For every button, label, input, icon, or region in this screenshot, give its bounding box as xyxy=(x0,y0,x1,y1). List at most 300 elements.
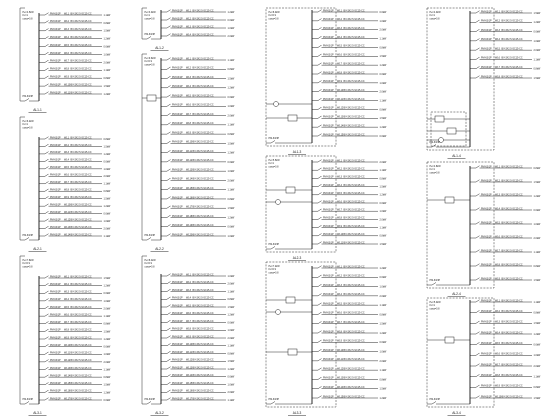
breaker-symbol xyxy=(167,336,171,338)
breaker-label: PM-63/1P xyxy=(172,374,183,378)
breaker-label: PM-63/1P xyxy=(50,188,61,192)
distribution-panel xyxy=(142,8,235,51)
circuit-number: WL4 xyxy=(64,36,69,39)
incoming-breaker-label: PM-63/3P xyxy=(268,398,280,401)
cable-spec: BV-3X2.5-SC15-CC xyxy=(343,395,365,399)
breaker-label: PM-63/1P xyxy=(172,350,183,354)
load-label: 1.0kW xyxy=(103,353,111,357)
breaker-label: PM-63/1P xyxy=(50,203,61,207)
breaker-label: PM-63/1P xyxy=(172,75,183,79)
load-label: 1.2kW xyxy=(379,126,387,130)
load-label: 1.0kW xyxy=(227,234,235,238)
main-breaker-symbol xyxy=(271,141,275,144)
breaker-label: PM-63/1P xyxy=(50,366,61,370)
breaker-symbol xyxy=(318,168,322,170)
main-breaker-symbol xyxy=(25,238,29,241)
breaker-symbol xyxy=(45,196,49,198)
breaker-label: PM-63/1P xyxy=(481,28,492,32)
breaker-symbol xyxy=(167,160,171,162)
breaker-label: PM-63/1P xyxy=(323,358,334,362)
contactor-symbol xyxy=(445,337,454,343)
breaker-label: PM-63/1P xyxy=(323,175,334,179)
cable-spec: BV-3X2.5-SC15-CC xyxy=(343,367,365,371)
load-label: 0.8kW xyxy=(103,190,111,194)
cable-spec: BV-3X2.5-SC15-CC xyxy=(192,57,214,61)
load-label: 0.8kW xyxy=(379,108,387,112)
breaker-symbol xyxy=(45,398,49,400)
breaker-label: PM-63/1P xyxy=(50,173,61,177)
breaker-label: PM-63/1P xyxy=(172,9,183,13)
panel-info: Pe=7.2kW xyxy=(268,265,280,268)
load-label: 0.8kW xyxy=(227,197,235,201)
breaker-label: PM-63/1P xyxy=(50,225,61,229)
cable-spec: BV-3X2.5-SC15-CC xyxy=(343,302,365,306)
load-label: 1.5kW xyxy=(379,387,387,391)
breaker-label: PM-63/1P xyxy=(172,57,183,61)
panel-info: cosφ=0.8 xyxy=(22,265,33,269)
cable-spec: BV-3X2.5-SC15-CC xyxy=(343,27,365,31)
panel-info: Kx=0.9 xyxy=(144,60,153,64)
panel-info: Pe=8.0kW xyxy=(268,11,280,14)
load-label: 1.0kW xyxy=(379,19,387,23)
main-breaker-symbol xyxy=(432,283,436,286)
breaker-label: PM-63/1P xyxy=(323,376,334,380)
circuit-number: WL3 xyxy=(186,75,191,79)
circuit-number: WL2 xyxy=(337,18,342,22)
breaker-label: PM-63/1P xyxy=(323,27,334,31)
breaker-symbol xyxy=(318,54,322,56)
cable-spec: BV-3X2.5-SC15-CC xyxy=(343,386,365,390)
load-label: 1.0kW xyxy=(227,26,235,30)
breaker-symbol xyxy=(167,34,171,36)
panel-info: Pe=9.6kW xyxy=(144,57,156,60)
breaker-label: PM-63/1P xyxy=(172,233,183,237)
load-label: 2.0kW xyxy=(227,179,235,183)
circuit-number: WL18 xyxy=(186,214,193,218)
breaker-symbol xyxy=(45,352,49,354)
circuit-number: WL7 xyxy=(64,181,69,185)
circuit-number: WL1 xyxy=(337,159,342,163)
circuit-number: WL7 xyxy=(495,363,500,367)
breaker-label: PM-63/1P xyxy=(50,233,61,237)
breaker-symbol xyxy=(318,209,322,211)
circuit-number: WL1 xyxy=(64,275,69,279)
breaker-label: PM-63/1P xyxy=(50,351,61,355)
cable-spec: BV-3X2.5-SC15-CC xyxy=(70,313,92,317)
panel-info: Pe=4.5kW xyxy=(22,11,34,14)
circuit-number: WL5 xyxy=(186,304,191,308)
breaker-symbol xyxy=(45,76,49,78)
circuit-number: WL7 xyxy=(64,321,69,325)
load-label: 0.6kW xyxy=(103,160,111,164)
load-label: 0.6kW xyxy=(533,343,541,347)
circuit-number: WL14 xyxy=(64,233,71,237)
contactor-symbol xyxy=(445,197,454,203)
breaker-label: PM-63/1P xyxy=(323,274,334,278)
breaker-label: PM-63/1P xyxy=(481,299,492,303)
breaker-label: PM-63/1P xyxy=(50,136,61,140)
breaker-label: PM-63/1P xyxy=(323,395,334,399)
breaker-label: PM-63/1P xyxy=(50,28,61,32)
breaker-symbol xyxy=(318,98,322,100)
breaker-symbol xyxy=(476,39,480,41)
cable-spec: BV-3X2.5-SC15-CC xyxy=(70,59,92,63)
breaker-label: PM-63/1P xyxy=(323,80,334,84)
breaker-symbol xyxy=(476,342,480,344)
breaker-symbol xyxy=(476,353,480,355)
incoming-breaker-label: PM-63/3P xyxy=(268,137,280,140)
load-label: 1.5kW xyxy=(103,145,111,149)
circuit-number: WL10 xyxy=(337,233,344,237)
load-label: 1.5kW xyxy=(533,322,541,326)
cable-spec: BV-3X2.5-SC15-CC xyxy=(70,210,92,214)
distribution-panel xyxy=(20,8,111,113)
main-breaker-symbol xyxy=(271,247,275,250)
load-label: 1.2kW xyxy=(379,331,387,335)
cable-spec: BV-3X2.5-SC15-CC xyxy=(192,350,214,354)
breaker-symbol xyxy=(476,48,480,50)
cable-spec: BV-3X2.5-SC15-CC xyxy=(192,25,214,29)
breaker-label: PM-63/1P xyxy=(172,381,183,385)
cable-spec: BV-3X2.5-SC15-CC xyxy=(343,89,365,93)
breaker-symbol xyxy=(45,291,49,293)
breaker-label: PM-63/1P xyxy=(50,12,61,16)
circuit-number: WL3 xyxy=(337,27,342,31)
load-label: 2.0kW xyxy=(227,34,235,38)
cable-spec: BV-3X2.5-SC15-CC xyxy=(70,67,92,71)
cable-spec: BV-3X2.5-SC15-CC xyxy=(501,75,523,79)
panel-info: Kx=1 xyxy=(22,14,29,18)
cable-spec: BV-3X2.5-SC15-CC xyxy=(501,249,523,253)
cable-spec: BV-3X2.5-SC15-CC xyxy=(343,293,365,297)
breaker-label: PM-63/1P xyxy=(172,224,183,228)
cable-spec: BV-3X2.5-SC15-CC xyxy=(343,18,365,22)
cable-spec: BV-3X2.5-SC15-CC xyxy=(70,36,92,39)
breaker-symbol xyxy=(476,374,480,376)
cable-spec: BV-3X2.5-SC15-CC xyxy=(192,296,214,300)
breaker-label: PM-63/1P xyxy=(50,67,61,71)
breaker-symbol xyxy=(167,305,171,307)
circuit-number: WL8 xyxy=(337,71,342,75)
load-label: 1.2kW xyxy=(227,151,235,155)
breaker-symbol xyxy=(167,328,171,330)
circuit-number: WL2 xyxy=(186,66,191,70)
circuit-number: WL13 xyxy=(337,376,344,380)
cable-spec: BV-3X2.5-SC15-CC xyxy=(501,384,523,388)
breaker-symbol xyxy=(45,306,49,308)
breaker-label: PM-63/1P xyxy=(172,33,183,37)
load-label: 1.5kW xyxy=(227,305,235,309)
breaker-label: PM-63/1P xyxy=(172,149,183,153)
circuit-number: WL2 xyxy=(495,19,500,23)
breaker-label: PM-63/1P xyxy=(323,293,334,297)
meter-symbol xyxy=(439,138,444,143)
breaker-symbol xyxy=(45,204,49,206)
circuit-number: WL10 xyxy=(64,343,71,347)
cable-spec: BV-3X2.5-SC15-CC xyxy=(192,103,214,107)
breaker-symbol xyxy=(476,194,480,196)
distribution-panel xyxy=(20,256,111,416)
load-label: 1.0kW xyxy=(227,329,235,333)
load-label: 1.1kW xyxy=(379,37,387,41)
panel-info: Kx=0.9 xyxy=(268,268,277,272)
breaker-label: PM-63/1P xyxy=(50,43,61,47)
breaker-label: PM-63/1P xyxy=(481,47,492,51)
cable-spec: BV-3X2.5-SC15-CC xyxy=(192,66,214,70)
breaker-label: PM-63/1P xyxy=(481,352,492,356)
circuit-number: WL3 xyxy=(337,283,342,287)
circuit-number: WL1 xyxy=(337,265,342,269)
breaker-label: PM-63/1P xyxy=(50,343,61,347)
circuit-number: WL5 xyxy=(495,47,500,51)
load-label: 0.8kW xyxy=(379,46,387,50)
load-label: 1.5kW xyxy=(227,77,235,81)
load-label: 1.2kW xyxy=(227,86,235,90)
cable-spec: BV-3X2.5-SC15-CC xyxy=(70,275,92,279)
breaker-symbol xyxy=(476,180,480,182)
load-label: 0.6kW xyxy=(227,321,235,325)
load-label: 1.5kW xyxy=(379,242,387,246)
load-label: 2.0kW xyxy=(103,360,111,364)
cable-spec: BV-3X2.5-SC15-CC xyxy=(192,131,214,135)
breaker-label: PM-63/1P xyxy=(172,343,183,347)
load-label: 1.2kW xyxy=(103,391,111,395)
load-label: 0.6kW xyxy=(379,134,387,138)
cable-spec: BV-3X2.5-SC15-CC xyxy=(501,309,523,313)
cable-spec: BV-3X2.5-SC15-CC xyxy=(192,224,214,228)
cable-spec: BV-3X2.5-SC15-CC xyxy=(70,343,92,347)
panel-info: Kx=1 xyxy=(268,162,275,166)
load-label: 1.1kW xyxy=(103,315,111,319)
breaker-symbol xyxy=(318,284,322,286)
cable-spec: BV-3X2.5-SC15-CC xyxy=(192,112,214,116)
circuit-number: WL4 xyxy=(337,293,342,297)
circuit-number: WL5 xyxy=(337,302,342,306)
circuit-number: WL6 xyxy=(495,352,500,356)
incoming-breaker-label: PM-63/3P xyxy=(22,234,34,237)
breaker-label: PM-63/1P xyxy=(172,304,183,308)
cable-spec: BV-3X2.5-SC15-CC xyxy=(70,28,92,32)
cable-spec: BV-3X2.5-SC15-CC xyxy=(343,358,365,362)
breaker-label: PM-63/1P xyxy=(323,302,334,306)
breaker-symbol xyxy=(318,107,322,109)
cable-spec: BV-3X2.5-SC15-CC xyxy=(192,214,214,218)
cable-spec: BV-3X2.5-SC15-CC xyxy=(343,44,365,48)
cable-spec: BV-3X2.5-SC15-CC xyxy=(70,166,92,170)
breaker-symbol xyxy=(167,374,171,376)
breaker-label: PM-63/1P xyxy=(323,283,334,287)
breaker-label: PM-63/1P xyxy=(481,38,492,42)
breaker-label: PM-63/1P xyxy=(172,103,183,107)
circuit-number: WL14 xyxy=(186,177,193,181)
load-label: 0.6kW xyxy=(103,292,111,296)
load-label: 0.8kW xyxy=(533,386,541,390)
load-label: 1.2kW xyxy=(103,284,111,288)
incoming-breaker-label: PM-63/3P xyxy=(22,95,34,98)
load-label: 1.5kW xyxy=(379,185,387,189)
cable-spec: BV-3X2.5-SC15-CC xyxy=(501,373,523,377)
distribution-panel xyxy=(266,262,387,416)
load-label: 1.5kW xyxy=(379,117,387,121)
load-label: 0.6kW xyxy=(379,201,387,205)
load-label: 1.5kW xyxy=(227,142,235,146)
breaker-symbol xyxy=(167,206,171,208)
breaker-label: PM-63/1P xyxy=(323,200,334,204)
circuit-number: WL6 xyxy=(186,312,191,316)
circuit-number: WL3 xyxy=(64,151,69,155)
circuit-number: WL15 xyxy=(337,395,344,399)
cable-spec: BV-3X2.5-SC15-CC xyxy=(501,10,523,14)
circuit-number: WL6 xyxy=(186,103,191,107)
breaker-symbol xyxy=(45,329,49,331)
load-label: 0.8kW xyxy=(103,322,111,326)
breaker-symbol xyxy=(167,343,171,345)
breaker-symbol xyxy=(318,72,322,74)
breaker-symbol xyxy=(476,76,480,78)
load-label: 0.8kW xyxy=(227,352,235,356)
breaker-symbol xyxy=(167,351,171,353)
breaker-label: PM-63/1P xyxy=(481,10,492,14)
breaker-symbol xyxy=(167,320,171,322)
circuit-number: WL1 xyxy=(186,9,191,13)
breaker-symbol xyxy=(318,242,322,244)
load-label: 1.1kW xyxy=(227,344,235,348)
load-label: 1.5kW xyxy=(379,322,387,326)
panel-name: AL2-1 xyxy=(33,247,42,251)
breaker-label: PM-63/1P xyxy=(50,181,61,185)
breaker-symbol xyxy=(476,396,480,398)
breaker-label: PM-63/1P xyxy=(172,327,183,331)
cable-spec: BV-3X2.5-SC15-CC xyxy=(70,43,92,47)
cable-spec: BV-3X2.5-SC15-CC xyxy=(192,233,214,237)
cable-spec: BV-3X2.5-SC15-CC xyxy=(192,9,214,13)
breaker-symbol xyxy=(318,312,322,314)
breaker-label: PM-63/1P xyxy=(323,386,334,390)
breaker-symbol xyxy=(476,321,480,323)
cable-spec: BV-3X2.5-SC15-CC xyxy=(70,282,92,286)
breaker-symbol xyxy=(45,211,49,213)
load-label: 2.0kW xyxy=(379,160,387,164)
contactor-symbol xyxy=(447,128,456,134)
cable-spec: BV-3X2.5-SC15-CC xyxy=(192,273,214,277)
cable-spec: BV-3X2.5-SC15-CC xyxy=(343,241,365,245)
load-label: 0.6kW xyxy=(227,160,235,164)
cable-spec: BV-3X2.5-SC15-CC xyxy=(70,181,92,185)
load-label: 1.0kW xyxy=(379,81,387,85)
breaker-symbol xyxy=(45,226,49,228)
load-label: 1.2kW xyxy=(379,396,387,400)
breaker-label: PM-63/1P xyxy=(323,159,334,163)
panel-info: cosφ=0.8 xyxy=(429,17,440,21)
circuit-number: WL10 xyxy=(337,348,344,352)
breaker-symbol xyxy=(167,104,171,106)
breaker-symbol xyxy=(318,63,322,65)
cable-spec: BV-3X2.5-SC15-CC xyxy=(70,397,92,401)
breaker-label: PM-63/1P xyxy=(323,208,334,212)
cable-spec: BV-3X2.5-SC15-CC xyxy=(192,17,214,21)
breaker-label: PM-63/1P xyxy=(323,62,334,66)
breaker-label: PM-63/1P xyxy=(172,94,183,98)
load-label: 1.1kW xyxy=(533,250,541,254)
breaker-symbol xyxy=(318,359,322,361)
breaker-label: PM-63/1P xyxy=(172,319,183,323)
load-label: 0.8kW xyxy=(533,311,541,315)
incoming-breaker-label: PM-63/3P xyxy=(144,33,156,36)
breaker-symbol xyxy=(318,10,322,12)
cable-spec: BV-3X2.5-SC15-CC xyxy=(70,51,92,55)
cable-spec: BV-3X2.5-SC15-CC xyxy=(70,328,92,332)
incoming-breaker-label: PM-63/3P xyxy=(144,398,156,401)
breaker-symbol xyxy=(167,85,171,87)
breaker-label: PM-63/1P xyxy=(50,210,61,214)
breaker-label: PM-63/1P xyxy=(50,218,61,222)
breaker-symbol xyxy=(167,67,171,69)
load-label: 0.6kW xyxy=(533,30,541,34)
cable-spec: BV-3X2.5-SC15-CC xyxy=(343,53,365,57)
load-label: 1.5kW xyxy=(103,383,111,387)
breaker-symbol xyxy=(318,303,322,305)
circuit-number: WL15 xyxy=(186,381,193,385)
cable-spec: BV-3X2.5-SC15-CC xyxy=(343,321,365,325)
circuit-number: WL7 xyxy=(337,321,342,325)
load-label: 0.6kW xyxy=(227,18,235,22)
load-label: 0.6kW xyxy=(379,276,387,280)
load-label: 2.0kW xyxy=(379,294,387,298)
cable-spec: BV-3X2.5-SC15-CC xyxy=(192,389,214,393)
incoming-breaker-label: PM-63/3P xyxy=(429,279,441,282)
meter-symbol xyxy=(276,310,281,315)
breaker-label: PM-63/1P xyxy=(481,384,492,388)
load-label: 1.1kW xyxy=(227,398,235,402)
panel-info: cosφ=0.8 xyxy=(268,271,279,275)
circuit-number: WL14 xyxy=(186,374,193,378)
cable-spec: BV-3X2.5-SC15-CC xyxy=(343,159,365,163)
load-label: 0.8kW xyxy=(533,67,541,71)
circuit-number: WL9 xyxy=(337,339,342,343)
breaker-symbol xyxy=(45,382,49,384)
breaker-symbol xyxy=(45,68,49,70)
breaker-symbol xyxy=(45,159,49,161)
load-label: 1.1kW xyxy=(103,182,111,186)
cable-spec: BV-3X2.5-SC15-CC xyxy=(343,133,365,137)
breaker-label: PM-63/1P xyxy=(323,311,334,315)
breaker-symbol xyxy=(45,219,49,221)
breaker-label: PM-63/1P xyxy=(50,321,61,325)
circuit-number: WL5 xyxy=(64,305,69,309)
breaker-symbol xyxy=(318,184,322,186)
breaker-label: PM-63/1P xyxy=(172,281,183,285)
breaker-label: PM-63/1P xyxy=(323,192,334,196)
circuit-number: WL3 xyxy=(186,288,191,292)
cable-spec: BV-3X2.5-SC15-CC xyxy=(343,224,365,228)
panel-info: Kx=1 xyxy=(429,168,436,172)
load-label: 1.2kW xyxy=(227,10,235,14)
load-label: 1.2kW xyxy=(227,367,235,371)
breaker-symbol xyxy=(167,95,171,97)
breaker-symbol xyxy=(167,367,171,369)
cable-spec: BV-3X2.5-SC15-CC xyxy=(343,97,365,101)
circuit-number: WL12 xyxy=(64,218,71,222)
breaker-symbol xyxy=(476,66,480,68)
breaker-label: PM-63/1P xyxy=(323,89,334,93)
cable-spec: BV-3X2.5-SC15-CC xyxy=(192,366,214,370)
breaker-label: PM-63/1P xyxy=(481,331,492,335)
circuit-number: WL2 xyxy=(64,143,69,147)
circuit-number: WL15 xyxy=(64,382,71,386)
breaker-symbol xyxy=(167,281,171,283)
panel-info: cosφ=0.8 xyxy=(144,63,155,67)
load-label: 2.0kW xyxy=(227,282,235,286)
